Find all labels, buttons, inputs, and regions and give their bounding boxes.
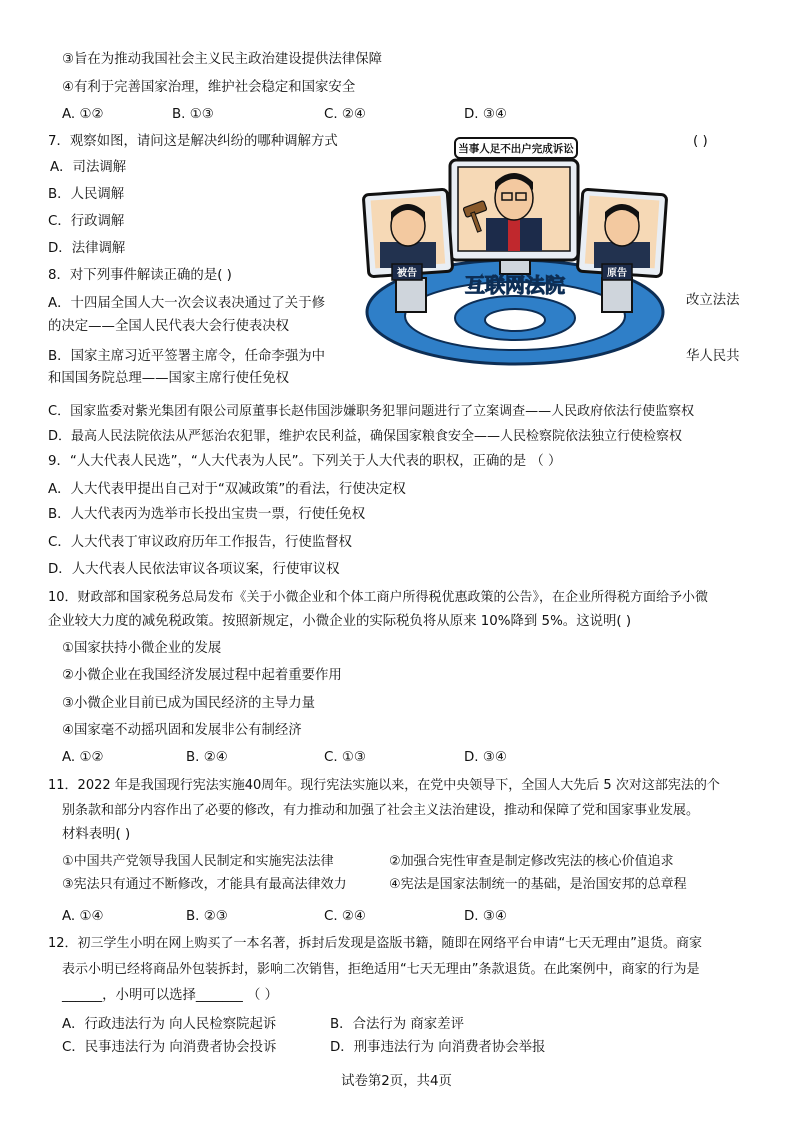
banner-speech-bubble — [455, 138, 577, 158]
q11-stem-line3: 材料表明( ) — [62, 827, 131, 842]
q7-option-a: A．司法调解 — [50, 160, 127, 175]
q11-options — [62, 908, 562, 926]
q11-option-c: C. ②④ — [324, 909, 366, 924]
internet-court-cartoon — [340, 130, 685, 370]
q11-stem-line2: 别条款和部分内容作出了必要的修改，有力推动和加强了社会主义法治建设，推动和保障了党和国家事业发展。 — [62, 803, 700, 818]
q7-answer-paren: ( ) — [693, 134, 708, 149]
q12-option-b: B．合法行为 商家差评 — [330, 1017, 464, 1032]
q6-item-3: ③旨在为推动我国社会主义民主政治建设提供法律保障 — [62, 52, 382, 67]
q8-option-a-line2: 的决定——全国人民代表大会行使表决权 — [48, 319, 290, 334]
q6-item-4: ④有利于完善国家治理，维护社会稳定和国家安全 — [62, 80, 356, 95]
q8-option-c: C．国家监委对紫光集团有限公司原董事长赵伟国涉嫌职务犯罪问题进行了立案调查——人民政府依法行使监察权 — [48, 404, 695, 419]
q11-item-2: ②加强合宪性审查是制定修改宪法的核心价值追求 — [389, 854, 674, 869]
q8-option-b-line1: B．国家主席习近平签署主席令，任命李强为中 — [48, 349, 325, 364]
judge-monitor — [450, 160, 578, 274]
q7-option-d: D．法律调解 — [48, 241, 126, 256]
q11-item-4: ④宪法是国家法制统一的基础，是治国安邦的总章程 — [389, 877, 687, 892]
banner-text: 当事人足不出户完成诉讼 — [458, 143, 574, 155]
q8-option-b-line1-right: 华人民共 — [686, 349, 740, 364]
q6-option-b: B. ①③ — [172, 107, 214, 122]
q11-stem-line1: 11．2022 年是我国现行宪法实施40周年。现行宪法实施以来，在党中央领导下，全国人大先后 5 次对这部宪法的个 — [48, 778, 720, 793]
q9-option-d: D．人大代表人民依法审议各项议案，行使审议权 — [48, 562, 340, 577]
q10-stem-line2: 企业较大力度的减免税政策。按照新规定，小微企业的实际税负将从原来 10%降到 5%。这说明( ) — [48, 614, 632, 629]
q8-option-b-line2: 和国国务院总理——国家主席行使任免权 — [48, 371, 290, 386]
q12-stem-line3: ______，小明可以选择_______ （ ） — [62, 988, 279, 1003]
q10-option-c: C. ①③ — [324, 750, 366, 765]
q12-option-c: C．民事违法行为 向消费者协会投诉 — [62, 1040, 277, 1055]
q10-options — [62, 749, 562, 767]
q9-option-c: C．人大代表丁审议政府历年工作报告，行使监督权 — [48, 535, 352, 550]
q7-stem: 7．观察如图，请问这是解决纠纷的哪种调解方式 — [48, 134, 338, 149]
q9-option-a: A．人大代表甲提出自己对于“双减政策”的看法，行使决定权 — [48, 482, 406, 497]
q6-option-c: C. ②④ — [324, 107, 366, 122]
q10-option-a: A. ①② — [62, 750, 104, 765]
q11-item-1: ①中国共产党领导我国人民制定和实施宪法法律 — [62, 854, 334, 869]
q10-item-3: ③小微企业目前已成为国民经济的主导力量 — [62, 696, 316, 711]
q12-stem-line2: 表示小明已经将商品外包装拆封，影响二次销售，拒绝适用“七天无理由”条款退货。在此案例中，商家的行为是 — [62, 962, 700, 977]
q11-item-3: ③宪法只有通过不断修改，才能具有最高法律效力 — [62, 877, 347, 892]
page-footer: 试卷第2页，共4页 — [341, 1074, 452, 1089]
q9-option-b: B．人大代表丙为选举市长投出宝贵一票，行使任免权 — [48, 507, 366, 522]
plaintiff-sign: 原告 — [607, 268, 627, 279]
q7-option-b: B．人民调解 — [48, 187, 125, 202]
q8-stem: 8．对下列事件解读正确的是( ) — [48, 268, 232, 283]
q11-option-a: A. ①④ — [62, 909, 104, 924]
q9-stem: 9．“人大代表人民选”，“人大代表为人民”。下列关于人大代表的职权，正确的是 （ ） — [48, 454, 562, 469]
q12-option-d: D．刑事违法行为 向消费者协会举报 — [330, 1040, 546, 1055]
q10-item-2: ②小微企业在我国经济发展过程中起着重要作用 — [62, 668, 342, 683]
q8-option-d: D．最高人民法院依法从严惩治农犯罪，维护农民利益，确保国家粮食安全——人民检察院依法独立行使检察权 — [48, 429, 683, 444]
q6-options — [62, 106, 562, 124]
q11-option-b: B. ②③ — [186, 909, 228, 924]
q7-option-c: C．行政调解 — [48, 214, 125, 229]
q8-option-a-line1-right: 改立法法 — [686, 293, 740, 308]
defendant-sign: 被告 — [397, 268, 417, 279]
q10-item-1: ①国家扶持小微企业的发展 — [62, 641, 222, 656]
q12-stem-line1: 12．初三学生小明在网上购买了一本名著，拆封后发现是盗版书籍，随即在网络平台申请“七天无理由”退货。商家 — [48, 936, 703, 951]
figure-title: 互联网法院 — [465, 273, 565, 297]
q10-option-d: D. ③④ — [464, 750, 507, 765]
q12-option-a: A．行政违法行为 向人民检察院起诉 — [62, 1017, 277, 1032]
q11-option-d: D. ③④ — [464, 909, 507, 924]
q6-option-d: D. ③④ — [464, 107, 507, 122]
q8-option-a-line1: A．十四届全国人大一次会议表决通过了关于修 — [48, 296, 325, 311]
q10-option-b: B. ②④ — [186, 750, 228, 765]
q10-stem-line1: 10．财政部和国家税务总局发布《关于小微企业和个体工商户所得税优惠政策的公告》，在企业所得税方面给予小微 — [48, 590, 709, 605]
q6-option-a: A. ①② — [62, 107, 104, 122]
q10-item-4: ④国家毫不动摇巩固和发展非公有制经济 — [62, 723, 302, 738]
